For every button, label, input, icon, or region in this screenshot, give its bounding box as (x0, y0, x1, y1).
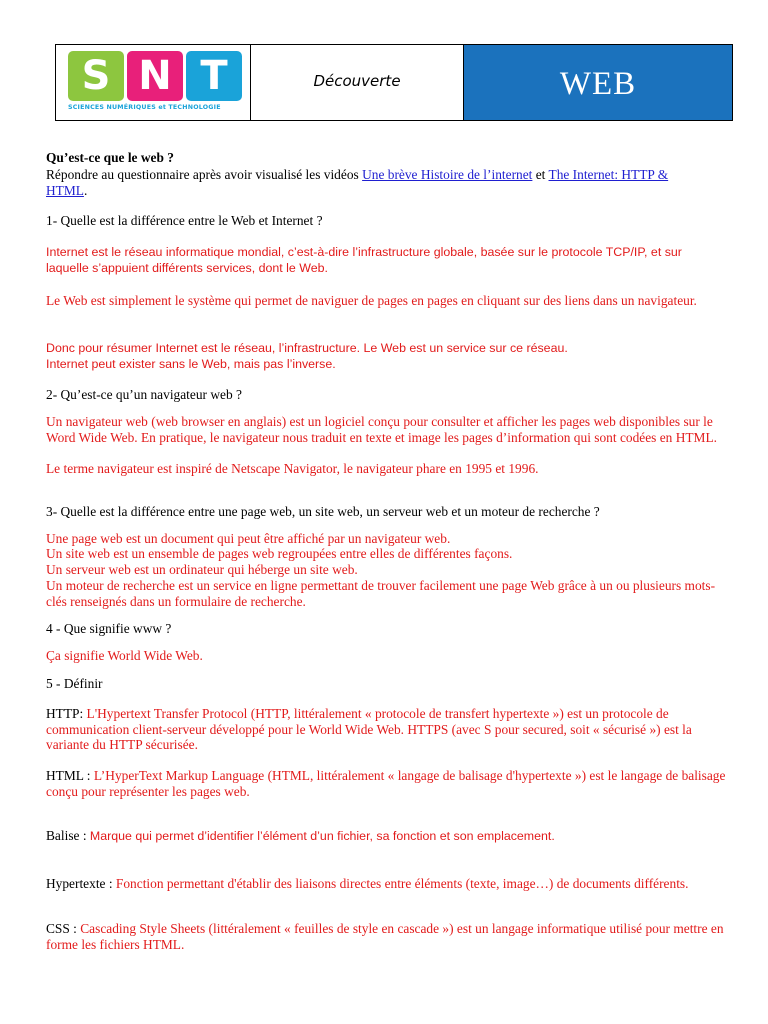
answer-1-part3 (46, 341, 726, 372)
answer-1-part1: Internet est le réseau informatique mondial, c’est-à-dire l’infrastructure globale, basée sur le protocole TCP/IP, et sur laquelle s’appuient différents services, dont le Web. (46, 245, 682, 275)
header-table (55, 44, 733, 121)
def-css: Cascading Style Sheets (littéralement « feuilles de style en cascade ») est un langage informatique utilisé pour mettre en forme les fichiers HTML. (46, 921, 724, 952)
answer-4: Ça signifie World Wide Web. (46, 648, 203, 663)
def-html: L’HyperText Markup Language (HTML, littéralement « langage de balisage d'hypertexte ») est le langage de balisage conçu pour représenter les pages web. (46, 768, 726, 799)
answer-2-part2: Le terme navigateur est inspiré de Netscape Navigator, le navigateur phare en 1995 et 1996. (46, 461, 539, 476)
logo-letter-n: N (127, 51, 183, 101)
title-cell (464, 45, 732, 120)
answer-3-page: Une page web est un document qui peut être affiché par un navigateur web. (46, 531, 451, 546)
logo-letter-s: S (68, 51, 124, 101)
question-3: 3- Quelle est la différence entre une page web, un site web, un serveur web et un moteur de recherche ? (46, 504, 600, 519)
video-link-http-part1: The Internet: HTTP & (548, 167, 669, 182)
answer-3-serveur: Un serveur web est un ordinateur qui héberge un site web. (46, 562, 358, 577)
question-4: 4 - Que signifie www ? (46, 621, 172, 636)
definition-hypertexte (46, 876, 726, 892)
question-5: 5 - Définir (46, 676, 103, 691)
answer-1-summary-line2: Internet peut exister sans le Web, mais pas l’inverse. (46, 356, 336, 371)
video-link-histoire[interactable]: Une brève Histoire de l’internet (362, 167, 533, 182)
term-http: HTTP: (46, 706, 87, 721)
def-http: L'Hypertext Transfer Protocol (HTTP, littéralement « protocole de transfert hypertexte ») est un protocole de communication client-serveur développé pour le World Wide Web. HTTPS (avec S pour secured, soit « sécurisé ») est la variante du HTTP sécurisée. (46, 706, 692, 753)
term-balise: Balise : (46, 828, 90, 843)
definition-css (46, 921, 726, 952)
snt-logo (68, 51, 243, 115)
answer-3-site: Un site web est un ensemble de pages web regroupées entre elles de différentes façons. (46, 546, 513, 561)
intro-and: et (532, 167, 549, 182)
question-1: 1- Quelle est la différence entre le Web et Internet ? (46, 213, 323, 228)
term-css: CSS : (46, 921, 81, 936)
question-2: 2- Qu’est-ce qu’un navigateur web ? (46, 387, 242, 402)
intro-paragraph (46, 167, 726, 198)
def-hypertexte: Fonction permettant d'établir des liaisons directes entre éléments (texte, image…) de documents différents. (115, 876, 689, 891)
video-link-http-part2: HTML (46, 182, 84, 198)
intro-end: . (83, 182, 88, 198)
answer-3-moteur: Un moteur de recherche est un service en ligne permettant de trouver facilement une page Web grâce à un ou plusieurs mots-clés renseignés dans un formulaire de recherche. (46, 578, 716, 609)
subtitle-cell (251, 45, 464, 120)
definition-http (46, 706, 726, 753)
definition-balise (46, 828, 726, 845)
intro-text: Répondre au questionnaire après avoir visualisé les vidéos (46, 167, 363, 182)
logo-tagline: SCIENCES NUMÉRIQUES et TECHNOLOGIE (68, 104, 221, 111)
answer-1-part2: Le Web est simplement le système qui permet de naviguer de pages en pages en cliquant sur des liens dans un navigateur. (46, 293, 697, 308)
header-subtitle: Découverte (313, 71, 401, 90)
answer-2-part1: Un navigateur web (web browser en anglais) est un logiciel conçu pour consulter et afficher les pages web disponibles sur le Word Wide Web. En pratique, le navigateur nous traduit en texte et image les pages d’information qui sont codées en HTML. (46, 414, 717, 445)
intro-heading: Qu’est-ce que le web ? (46, 150, 174, 165)
def-balise: Marque qui permet d’identifier l’élément d’un fichier, sa fonction et son emplacement. (89, 829, 555, 843)
logo-cell (56, 45, 251, 120)
term-hypertexte: Hypertexte : (46, 876, 116, 891)
logo-letter-t: T (186, 51, 242, 101)
answer-1-summary-line1: Donc pour résumer Internet est le réseau, l’infrastructure. Le Web est un service sur ce réseau. (46, 341, 568, 355)
term-html: HTML : (46, 768, 94, 783)
definition-html (46, 768, 726, 799)
header-title: WEB (559, 66, 637, 102)
